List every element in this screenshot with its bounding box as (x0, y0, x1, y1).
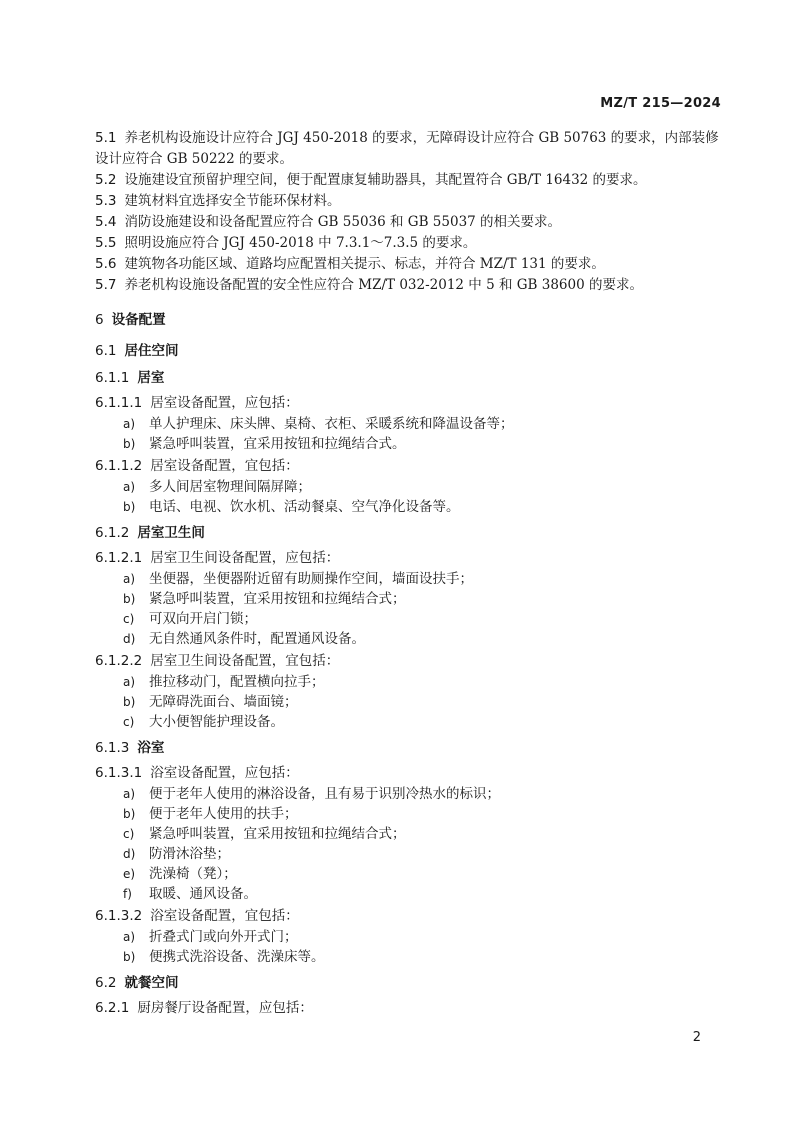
list-text: 洗澡椅（凳）； (149, 866, 237, 882)
list-text: 取暖、通风设备。 (149, 886, 257, 902)
clause-number: 6.1.3.1 (95, 765, 143, 781)
page-content (95, 128, 721, 1019)
list-item (95, 927, 721, 947)
clause-6-2-1 (95, 998, 721, 1019)
list-item (95, 589, 721, 609)
list-text: 无障碍洗面台、墙面镜； (149, 694, 298, 710)
clause-6-1-3-1 (95, 763, 721, 784)
clause-text: 浴室设备配置，宜包括： (150, 908, 299, 924)
clause-number: 6.1.2.1 (95, 550, 143, 566)
list-text: 无自然通风条件时，配置通风设备。 (149, 631, 365, 647)
section-6-2-heading (95, 973, 721, 994)
list-text: 折叠式门或向外开式门； (149, 929, 298, 945)
clause-5-6 (95, 254, 721, 275)
list-item (95, 947, 721, 967)
clause-text: 浴室设备配置，应包括： (150, 765, 299, 781)
clause-number: 6.1.2.2 (95, 653, 143, 669)
list-marker: b) (123, 500, 136, 514)
clause-5-7 (95, 275, 721, 296)
section-title: 设备配置 (111, 312, 166, 328)
clause-text: 居室设备配置，应包括： (150, 395, 299, 411)
clause-text: 居室卫生间设备配置，宜包括： (150, 653, 340, 669)
clause-number: 5.3 (95, 193, 117, 209)
clause-number: 6.1.1.1 (95, 395, 143, 411)
list-text: 大小便智能护理设备。 (149, 714, 284, 730)
list-item (95, 712, 721, 732)
section-title: 居室 (137, 370, 165, 386)
list-text: 电话、电视、饮水机、活动餐桌、空气净化设备等。 (149, 499, 460, 515)
section-6-1-3-heading (95, 738, 721, 759)
clause-text: 建筑材料宜选择安全节能环保材料。 (124, 193, 341, 209)
clause-5-3 (95, 191, 721, 212)
list-item (95, 884, 721, 904)
list-marker: b) (123, 950, 136, 964)
clause-text: 居室设备配置，宜包括： (150, 458, 299, 474)
list-item (95, 844, 721, 864)
clause-number: 6.2.1 (95, 1000, 130, 1016)
list-item (95, 692, 721, 712)
list-item (95, 672, 721, 692)
clause-6-1-1-2 (95, 456, 721, 477)
section-6-1-heading (95, 341, 721, 362)
list-text: 便于老年人使用的淋浴设备，且有易于识别冷热水的标识； (149, 786, 500, 802)
section-title: 浴室 (137, 740, 165, 756)
section-number: 6.2 (95, 975, 117, 991)
list-item (95, 609, 721, 629)
list-text: 防滑沐浴垫； (149, 846, 230, 862)
list-text: 便于老年人使用的扶手； (149, 806, 298, 822)
page-number: 2 (692, 1030, 701, 1045)
list-item (95, 477, 721, 497)
list-marker: a) (123, 787, 136, 801)
clause-number: 6.1.3.2 (95, 908, 143, 924)
clause-6-1-1-1 (95, 393, 721, 414)
list-item (95, 569, 721, 589)
list-item (95, 414, 721, 434)
list-marker: d) (123, 632, 136, 646)
list-item (95, 824, 721, 844)
clause-number: 5.6 (95, 256, 117, 272)
list-marker: b) (123, 437, 136, 451)
list-marker: d) (123, 847, 136, 861)
clause-text: 养老机构设施设计应符合 JGJ 450-2018 的要求，无障碍设计应符合 GB 50763 的要求，内部装修 (124, 130, 719, 146)
clause-5-4 (95, 212, 721, 233)
section-6-heading (95, 310, 721, 331)
clause-6-1-3-2 (95, 906, 721, 927)
section-title: 居住空间 (124, 343, 179, 359)
clause-6-1-2-1 (95, 548, 721, 569)
list-text: 紧急呼叫装置，宜采用按钮和拉绳结合式。 (149, 436, 406, 452)
list-marker: b) (123, 592, 136, 606)
section-number: 6.1 (95, 343, 117, 359)
section-6-1-1-heading (95, 368, 721, 389)
clause-number: 6.1.1.2 (95, 458, 143, 474)
section-number: 6.1.2 (95, 525, 130, 541)
list-marker: a) (123, 480, 136, 494)
list-marker: f) (123, 887, 132, 901)
list-text: 多人间居室物理间隔屏障； (149, 479, 311, 495)
list-marker: a) (123, 675, 136, 689)
list-marker: b) (123, 695, 136, 709)
clause-text: 设施建设宜预留护理空间，便于配置康复辅助器具，其配置符合 GB/T 16432 的要求。 (124, 172, 647, 188)
list-marker: a) (123, 572, 136, 586)
list-text: 可双向开启门锁； (149, 611, 257, 627)
clause-number: 5.7 (95, 277, 117, 293)
clause-text: 建筑物各功能区域、道路均应配置相关提示、标志，并符合 MZ/T 131 的要求。 (124, 256, 605, 272)
clause-5-2 (95, 170, 721, 191)
list-item (95, 629, 721, 649)
section-number: 6 (95, 312, 104, 328)
clause-text: 消防设施建设和设备配置应符合 GB 55036 和 GB 55037 的相关要求。 (124, 214, 562, 230)
list-marker: a) (123, 930, 136, 944)
list-text: 便携式洗浴设备、洗澡床等。 (149, 949, 325, 965)
list-marker: b) (123, 807, 136, 821)
list-text: 单人护理床、床头牌、桌椅、衣柜、采暖系统和降温设备等； (149, 416, 514, 432)
clause-number: 5.2 (95, 172, 117, 188)
section-number: 6.1.1 (95, 370, 130, 386)
clause-5-1-cont: 设计应符合 GB 50222 的要求。 (95, 151, 294, 167)
document-id: MZ/T 215—2024 (600, 96, 721, 111)
clause-number: 5.5 (95, 235, 117, 251)
list-item (95, 497, 721, 517)
section-title: 居室卫生间 (137, 525, 205, 541)
clause-text: 厨房餐厅设备配置，应包括： (137, 1000, 313, 1016)
section-number: 6.1.3 (95, 740, 130, 756)
section-6-1-2-heading (95, 523, 721, 544)
list-marker: c) (123, 715, 135, 729)
clause-5-5 (95, 233, 721, 254)
list-text: 推拉移动门，配置横向拉手； (149, 674, 325, 690)
list-item (95, 434, 721, 454)
list-marker: e) (123, 867, 136, 881)
list-marker: a) (123, 417, 136, 431)
clause-6-1-2-2 (95, 651, 721, 672)
list-text: 紧急呼叫装置，宜采用按钮和拉绳结合式； (149, 591, 406, 607)
clause-number: 5.1 (95, 130, 117, 146)
clause-text: 照明设施应符合 JGJ 450-2018 中 7.3.1～7.3.5 的要求。 (124, 235, 477, 251)
list-text: 紧急呼叫装置，宜采用按钮和拉绳结合式； (149, 826, 406, 842)
list-item (95, 864, 721, 884)
list-item (95, 804, 721, 824)
section-title: 就餐空间 (124, 975, 179, 991)
list-text: 坐便器，坐便器附近留有助厕操作空间，墙面设扶手； (149, 571, 473, 587)
clause-text: 居室卫生间设备配置，应包括： (150, 550, 340, 566)
list-marker: c) (123, 612, 135, 626)
clause-number: 5.4 (95, 214, 117, 230)
clause-5-1 (95, 128, 721, 149)
list-item (95, 784, 721, 804)
clause-text: 养老机构设施设备配置的安全性应符合 MZ/T 032-2012 中 5 和 GB 38600 的要求。 (124, 277, 643, 293)
list-marker: c) (123, 827, 135, 841)
